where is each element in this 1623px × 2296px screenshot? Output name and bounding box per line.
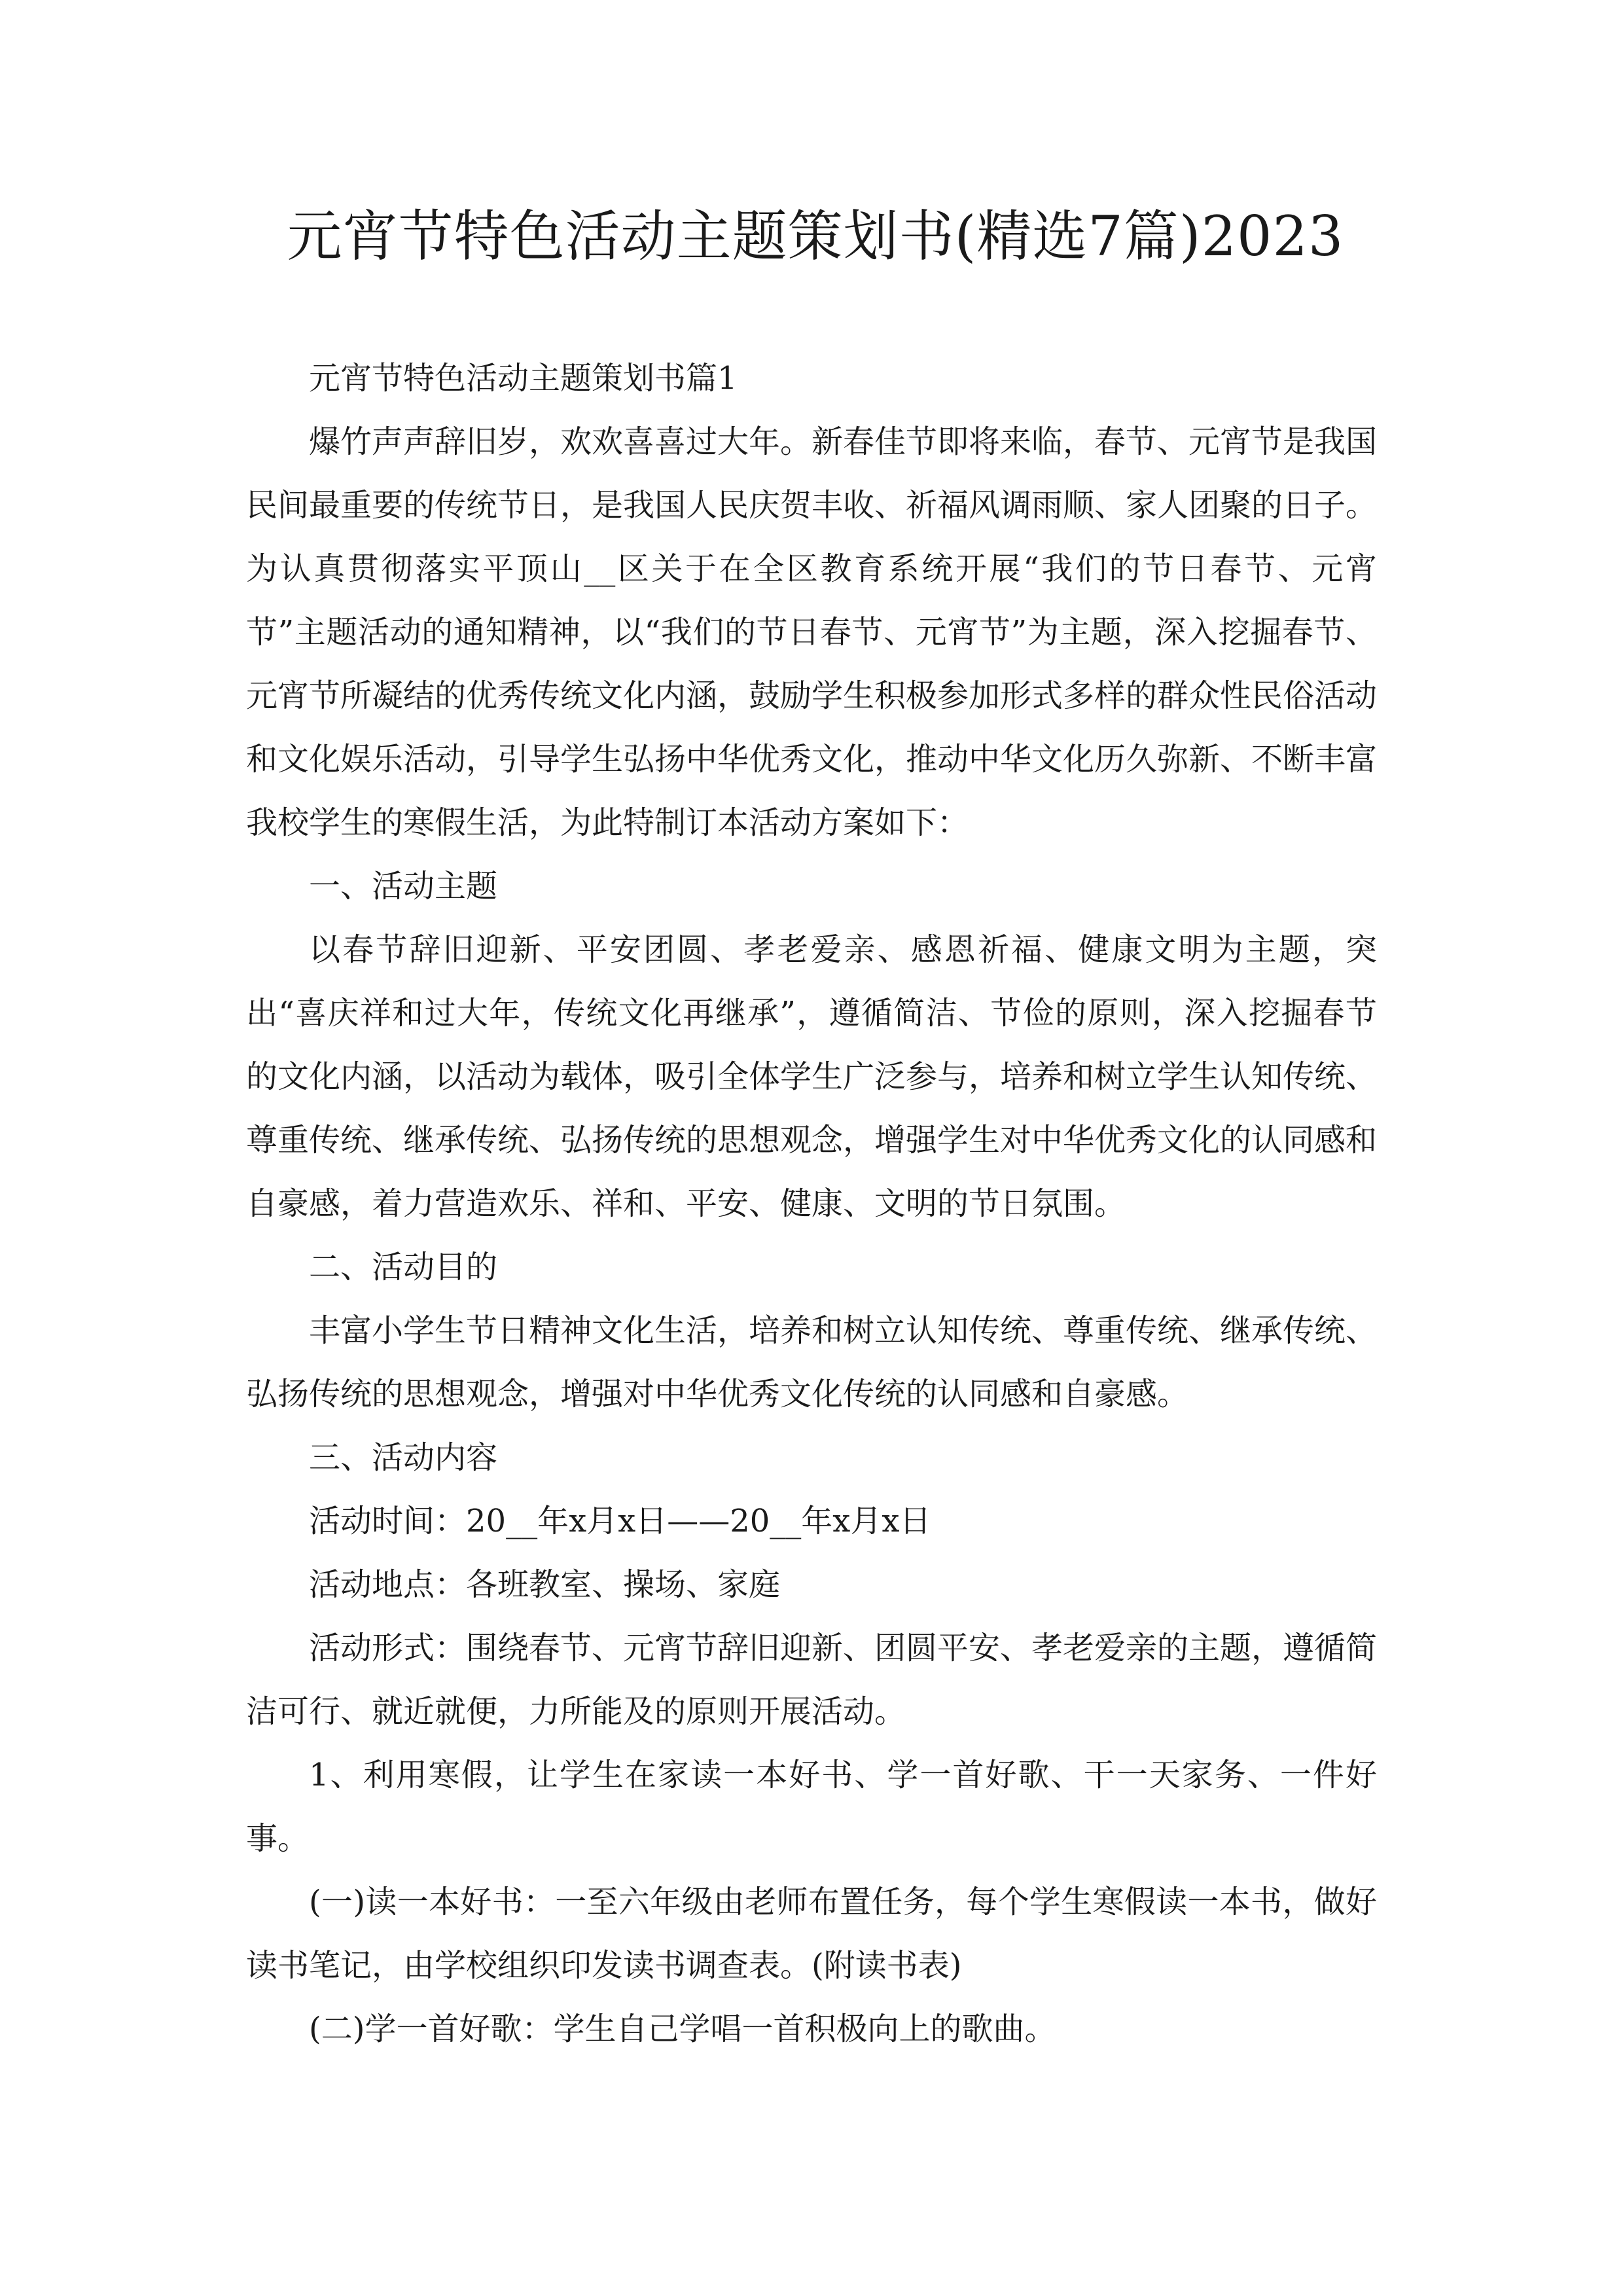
list-item-read-book: (一)读一本好书：一至六年级由老师布置任务，每个学生寒假读一本书，做好读书笔记，由学校组织印发读书调查表。(附读书表) (246, 1884, 1377, 1984)
document-title: 元宵节特色活动主题策划书(精选7篇)2023 (287, 204, 1344, 268)
section-heading-part1: 元宵节特色活动主题策划书篇1 (309, 360, 738, 397)
document-body (246, 347, 1377, 2061)
activity-theme-paragraph: 以春节辞旧迎新、平安团圆、孝老爱亲、感恩祈福、健康文明为主题，突出“喜庆祥和过大年，传统文化再继承”，遵循简洁、节俭的原则，深入挖掘春节的文化内涵，以活动为载体，吸引全体学生广泛参与，培养和树立学生认知传统、尊重传统、继承传统、弘扬传统的思想观念，增强学生对中华优秀文化的认同感和自豪感，着力营造欢乐、祥和、平安、健康、文明的节日氛围。 (246, 931, 1378, 1222)
heading-activity-purpose: 二、活动目的 (309, 1249, 498, 1285)
activity-format: 活动形式：围绕春节、元宵节辞旧迎新、团圆平安、孝老爱亲的主题，遵循简洁可行、就近就便，力所能及的原则开展活动。 (246, 1630, 1378, 1730)
activity-location: 活动地点：各班教室、操场、家庭 (309, 1566, 781, 1603)
heading-activity-content: 三、活动内容 (309, 1439, 498, 1476)
heading-activity-theme: 一、活动主题 (309, 868, 498, 905)
activity-time: 活动时间：20__年x月x日——20__年x月x日 (309, 1503, 931, 1539)
activity-purpose-paragraph: 丰富小学生节日精神文化生活，培养和树立认知传统、尊重传统、继承传统、弘扬传统的思想观念，增强对中华优秀文化传统的认同感和自豪感。 (246, 1312, 1378, 1412)
list-item-1: 1、利用寒假，让学生在家读一本好书、学一首好歌、干一天家务、一件好事。 (246, 1757, 1377, 1857)
list-item-learn-song: (二)学一首好歌：学生自己学唱一首积极向上的歌曲。 (309, 2011, 1056, 2047)
intro-paragraph: 爆竹声声辞旧岁，欢欢喜喜过大年。新春佳节即将来临，春节、元宵节是我国民间最重要的传统节日，是我国人民庆贺丰收、祈福风调雨顺、家人团聚的日子。为认真贯彻落实平顶山__区关于在全区教育系统开展“我们的节日春节、元宵节”主题活动的通知精神，以“我们的节日春节、元宵节”为主题，深入挖掘春节、元宵节所凝结的优秀传统文化内涵，鼓励学生积极参加形式多样的群众性民俗活动和文化娱乐活动，引导学生弘扬中华优秀文化，推动中华文化历久弥新、不断丰富我校学生的寒假生活，为此特制订本活动方案如下： (246, 423, 1378, 841)
